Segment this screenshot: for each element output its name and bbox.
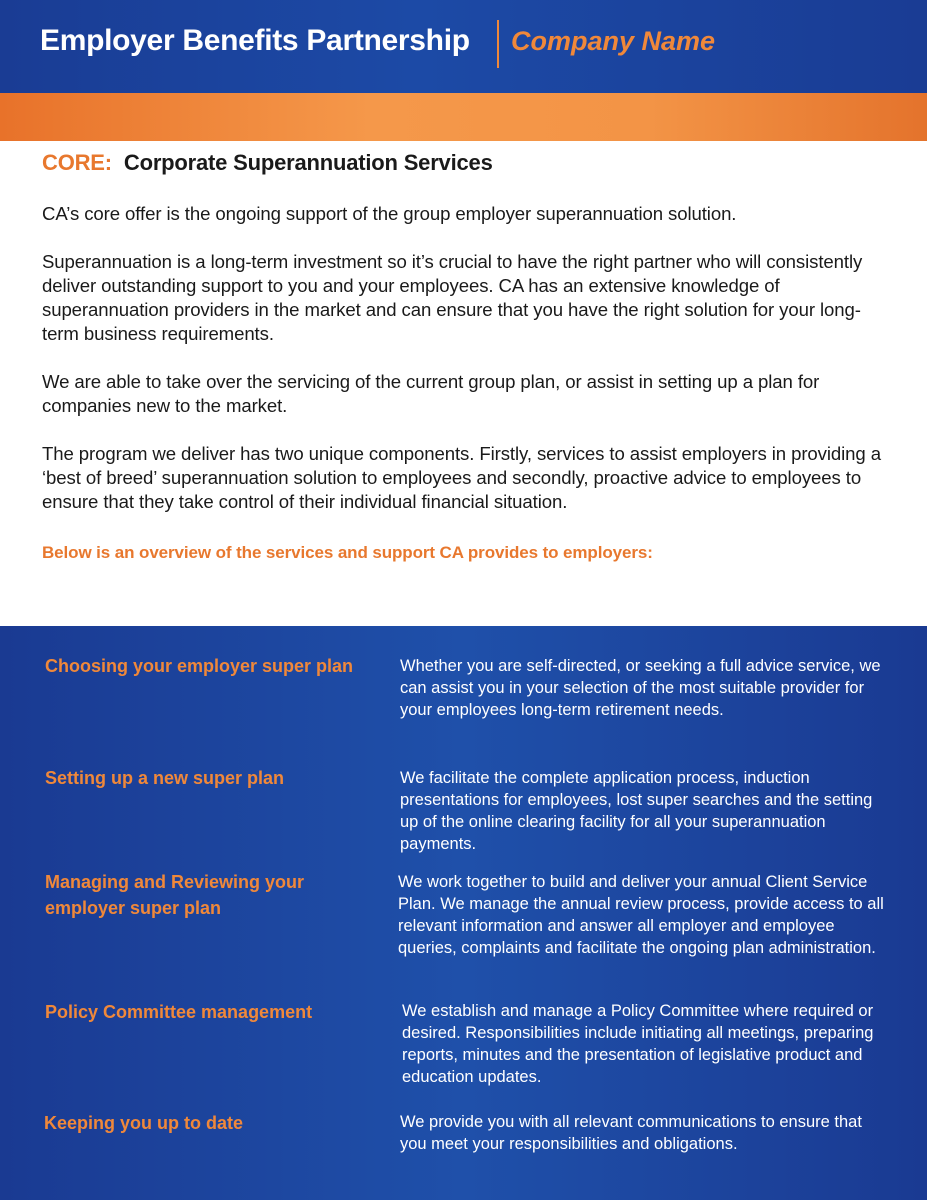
section-heading xyxy=(42,150,892,176)
page-header xyxy=(0,0,927,93)
accent-band xyxy=(0,93,927,141)
page-title: Employer Benefits Partnership xyxy=(40,24,470,57)
services-lead: Below is an overview of the services and support CA provides to employers: xyxy=(42,543,653,562)
services-panel xyxy=(0,626,927,1200)
company-name: Company Name xyxy=(511,26,716,56)
service-description: We work together to build and deliver your annual Client Service Plan. We manage the annual review process, provide access to all relevant information and answer all employer and employee queries, complaints and facilitate the ongoing plan administration. xyxy=(398,873,884,957)
intro-paragraph-2: Superannuation is a long-term investment so it’s crucial to have the right partner who will consistently deliver outstanding support to you and your employees. CA has an extensive knowledge of superannuation providers in the market and can ensure that you have the right solution for your long-term business requirements. xyxy=(42,251,863,344)
intro-paragraph-4: The program we deliver has two unique components. Firstly, services to assist employers in providing a ‘best of breed’ superannuation solution to employees and secondly, proactive advice to employees to ensure that they take control of their individual financial situation. xyxy=(42,443,881,512)
service-description: We facilitate the complete application process, induction presentations for employees, lost super searches and the setting up of the online clearing facility for all your superannuation payments. xyxy=(400,769,873,853)
service-label: Policy Committee management xyxy=(45,1002,313,1022)
service-description: Whether you are self-directed, or seeking a full advice service, we can assist you in your selection of the most suitable provider for your employees long-term retirement needs. xyxy=(400,657,881,719)
service-description: We provide you with all relevant communications to ensure that you meet your responsibilities and obligations. xyxy=(400,1113,862,1153)
header-divider xyxy=(497,20,499,68)
service-label: Choosing your employer super plan xyxy=(45,656,354,676)
core-title: Corporate Superannuation Services xyxy=(123,150,493,175)
service-label: Keeping you up to date xyxy=(44,1113,244,1133)
intro-section xyxy=(42,150,892,589)
intro-paragraph-3: We are able to take over the servicing of the current group plan, or assist in setting up a plan for companies new to the market. xyxy=(42,371,820,416)
service-description: We establish and manage a Policy Committee where required or desired. Responsibilities include initiating all meetings, preparing reports, minutes and the presentation of legislative product and education updates. xyxy=(402,1002,874,1086)
core-label: CORE: xyxy=(42,150,112,175)
service-label: Managing and Reviewing your employer super plan xyxy=(45,872,305,918)
service-label: Setting up a new super plan xyxy=(45,768,285,788)
intro-paragraph-1: CA’s core offer is the ongoing support of the group employer superannuation solution. xyxy=(42,203,737,224)
